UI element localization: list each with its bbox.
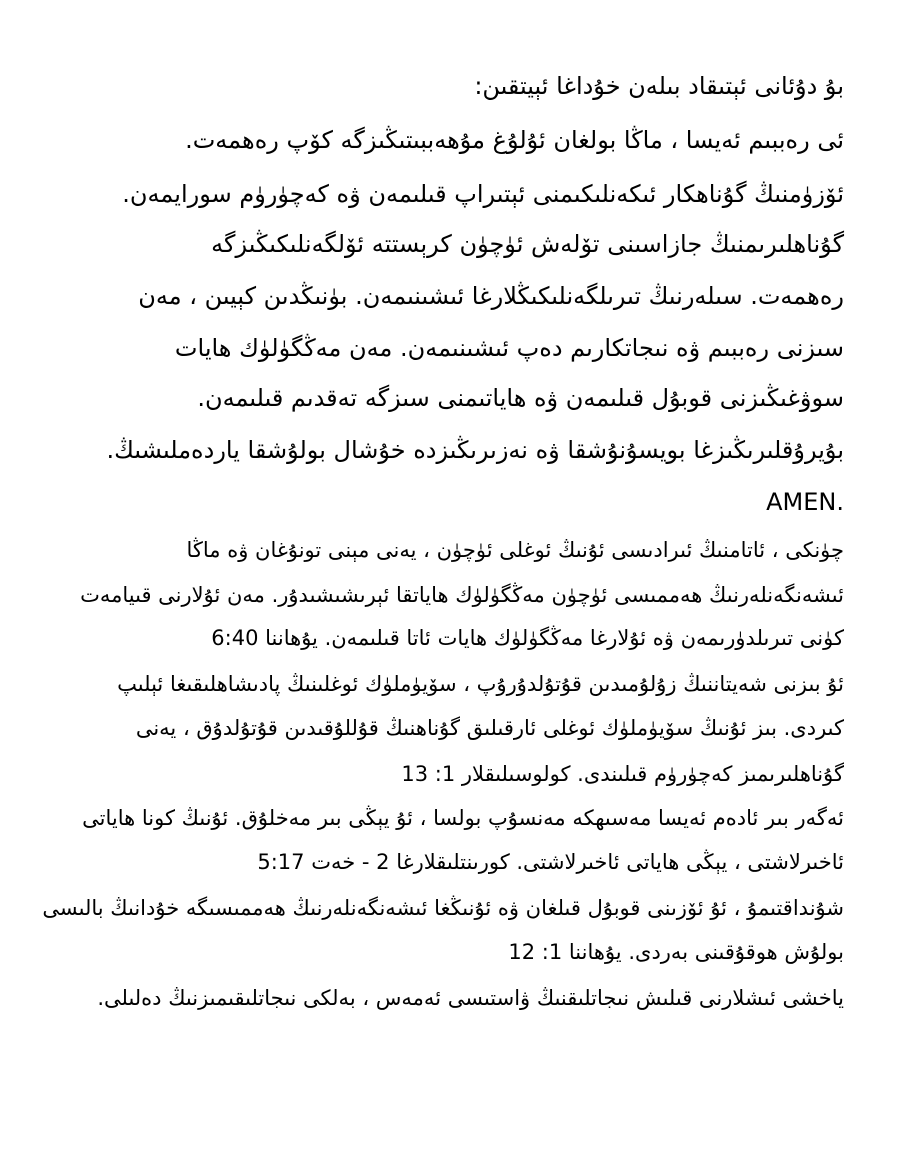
prayer-line: ئى رەببىم ئەيسا ، ماڭا بولغان ئۇلۇغ مۇھەببىتىڭىزگە كۆپ رەھمەت.	[185, 126, 844, 154]
verse-line: ياخشى ئىشلارنى قىلىش نىجاتلىقنىڭ ۋاستىسى ئەمەس ، بەلكى نىجاتلىقىمىزنىڭ دەلىلى.	[97, 986, 844, 1010]
prayer-amen: AMEN.	[766, 488, 844, 516]
verse-line: بولۇش ھوقۇقىنى بەردى. يۇھاننا 1: 12	[508, 940, 844, 964]
verse-line: شۇنداقتىمۇ ، ئۇ ئۆزىنى قوبۇل قىلغان ۋە ئۇنىڭغا ئىشەنگەنلەرنىڭ ھەممىسىگە خۇدانىڭ بالىسى	[42, 896, 844, 920]
verse-line: گۇناھلىرىمىز كەچۈرۈم قىلىندى. كولوسىلىقلار 1: 13	[401, 762, 844, 786]
prayer-intro: بۇ دۇئانى ئېتىقاد بىلەن خۇداغا ئېيتقىن:	[474, 72, 844, 100]
verse-line: ئاخىرلاشتى ، يېڭى ھاياتى ئاخىرلاشتى. كورىنتلىقلارغا 2 - خەت 5:17	[257, 850, 844, 874]
verse-line: چۈنكى ، ئاتامنىڭ ئىرادىسى ئۇنىڭ ئوغلى ئۈچۈن ، يەنى مېنى تونۇغان ۋە ماڭا	[186, 538, 844, 562]
prayer-line: سوۋغىڭىزنى قوبۇل قىلىمەن ۋە ھاياتىمنى سىزگە تەقدىم قىلىمەن.	[197, 384, 844, 412]
prayer-line: ئۆزۈمنىڭ گۇناھكار ئىكەنلىكىمنى ئېتىراپ قىلىمەن ۋە كەچۈرۈم سورايمەن.	[122, 180, 844, 208]
prayer-line: سىزنى رەببىم ۋە نىجاتكارىم دەپ ئىشىنىمەن. مەن مەڭگۈلۈك ھايات	[174, 334, 844, 362]
verse-line: كۈنى تىرىلدۈرىمەن ۋە ئۇلارغا مەڭگۈلۈك ھايات ئاتا قىلىمەن. يۇھاننا 6:40	[211, 626, 844, 650]
prayer-line: بۇيرۇقلىرىڭىزغا بويسۇنۇشقا ۋە نەزىرىڭىزدە خۇشال بولۇشقا ياردەملىشىڭ.	[106, 436, 844, 464]
verse-line: كىردى. بىز ئۇنىڭ سۆيۈملۈك ئوغلى ئارقىلىق گۇناھنىڭ قۇللۇقىدىن قۇتۇلدۇق ، يەنى	[135, 716, 844, 740]
verse-line: ئىشەنگەنلەرنىڭ ھەممىسى ئۈچۈن مەڭگۈلۈك ھاياتقا ئېرىشىشىدۇر. مەن ئۇلارنى قىيامەت	[80, 583, 844, 607]
prayer-line: گۇناھلىرىمنىڭ جازاسىنى تۆلەش ئۈچۈن كرېستتە ئۆلگەنلىكىڭىزگە	[211, 230, 844, 258]
prayer-line: رەھمەت. سىلەرنىڭ تىرىلگەنلىكىڭلارغا ئىشىنىمەن. بۈنىڭدىن كېيىن ، مەن	[138, 282, 844, 310]
verse-line: ئۇ بىزنى شەيتاننىڭ زۇلۇمىدىن قۇتۇلدۇرۇپ ، سۆيۈملۈك ئوغلىنىڭ پادىشاھلىقىغا ئېلىپ	[117, 672, 844, 696]
verse-line: ئەگەر بىر ئادەم ئەيسا مەسىھكە مەنسۇپ بولسا ، ئۇ يېڭى بىر مەخلۇق. ئۇنىڭ كونا ھاياتى	[82, 806, 844, 830]
